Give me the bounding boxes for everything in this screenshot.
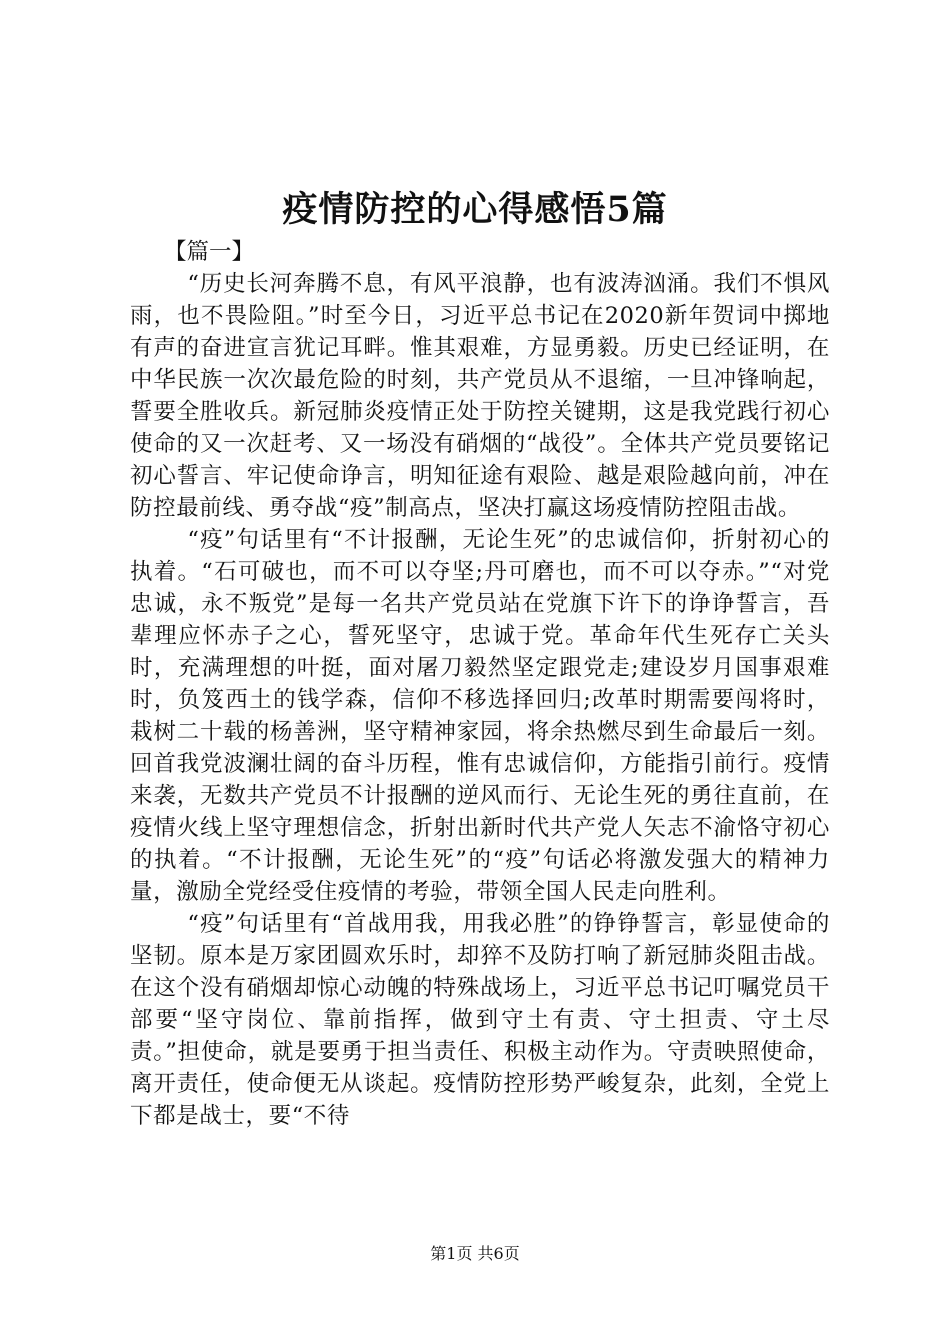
document-title: 疫情防控的心得感悟5篇 <box>282 189 668 230</box>
section-heading: 【篇一】 <box>164 239 255 265</box>
paragraph-2: “疫”句话里有“不计报酬，无论生死”的忠诚信仰，折射初心的执着。“石可破也，而不可以夺坚;丹可磨也，而不可以夺赤。”“对党忠诚，永不叛党”是每一名共产党员站在党旗下许下的诤诤誓言，吾辈理应怀赤子之心，誓死坚守，忠诚于党。革命年代生死存亡关头时，充满理想的叶挺，面对屠刀毅然坚定跟党走;建设岁月国事艰难时，负笈西土的钱学森，信仰不移选择回归;改革时期需要闯将时，栽树二十载的杨善洲，坚守精神家园，将余热燃尽到生命最后一刻。回首我党波澜壮阔的奋斗历程，惟有忠诚信仰，方能指引前行。疫情来袭，无数共产党员不计报酬的逆风而行、无论生死的勇往直前，在疫情火线上坚守理想信念，折射出新时代共产党人矢志不渝恪守初心的执着。“不计报酬，无论生死”的“疫”句话必将激发强大的精神力量，激励全党经受住疫情的考验，带领全国人民走向胜利。 <box>130 527 830 905</box>
paragraph-3: “疫”句话里有“首战用我，用我必胜”的铮铮誓言，彰显使命的坚韧。原本是万家团圆欢乐时，却猝不及防打响了新冠肺炎阻击战。在这个没有硝烟却惊心动魄的特殊战场上，习近平总书记叮嘱党员干部要“坚守岗位、靠前指挥，做到守土有责、守土担责、守土尽责。”担使命，就是要勇于担当责任、积极主动作为。守责映照使命，离开责任，使命便无从谈起。疫情防控形势严峻复杂，此刻，全党上下都是战士，要“不待 <box>130 911 830 1129</box>
paragraph-1: “历史长河奔腾不息，有风平浪静，也有波涛汹涌。我们不惧风雨，也不畏险阻。”时至今日，习近平总书记在2020新年贺词中掷地有声的奋进宣言犹记耳畔。惟其艰难，方显勇毅。历史已经证明，在中华民族一次次最危险的时刻，共产党员从不退缩，一旦冲锋响起，誓要全胜收兵。新冠肺炎疫情正处于防控关键期，这是我党践行初心使命的又一次赶考、又一场没有硝烟的“战役”。全体共产党员要铭记初心誓言、牢记使命诤言，明知征途有艰险、越是艰险越向前，冲在防控最前线、勇夺战“疫”制高点，坚决打赢这场疫情防控阻击战。 <box>130 271 830 521</box>
page-footer: 第1页 共6页 <box>430 1244 520 1263</box>
document-body <box>130 236 830 1132</box>
